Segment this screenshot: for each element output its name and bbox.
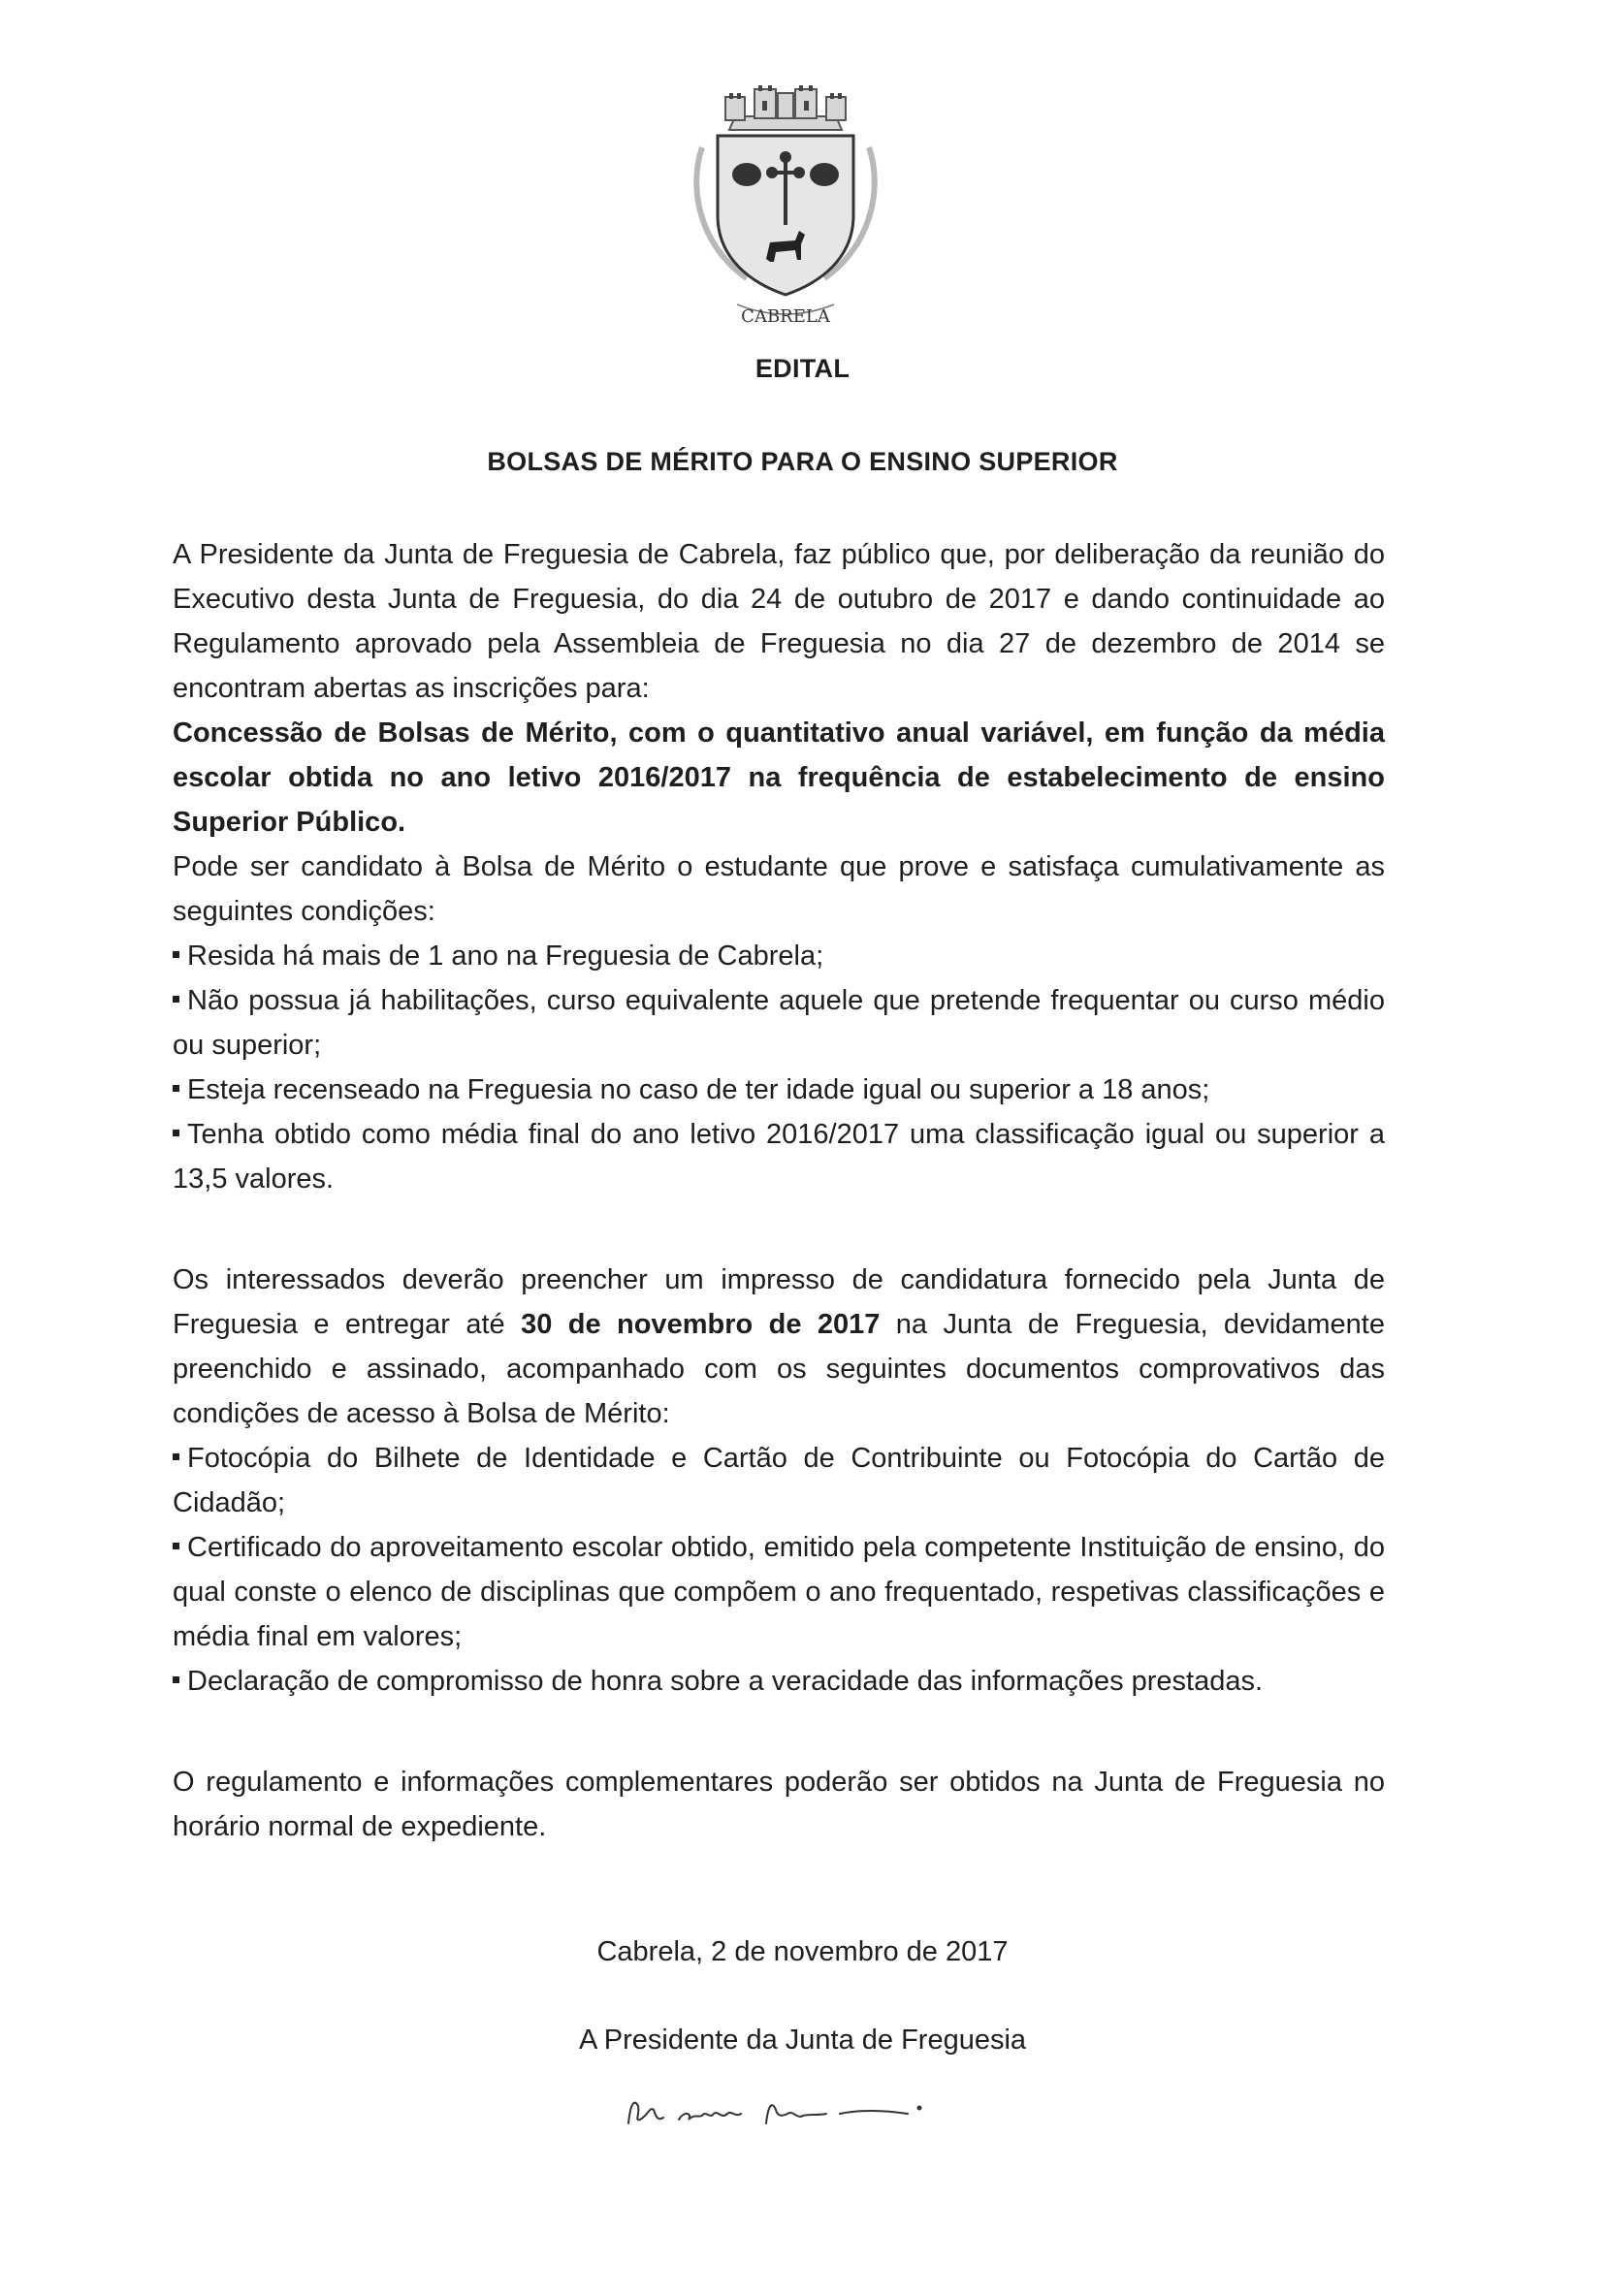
application-paragraph <box>173 1258 1385 1436</box>
section-announcement <box>173 532 1385 1201</box>
highlight-paragraph: Concessão de Bolsas de Mérito, com o quantitativo anual variável, em função da média escolar obtida no ano letivo 2016/2017 na frequência de estabelecimento de ensino Superior Público. <box>173 718 1385 838</box>
intro-paragraph: A Presidente da Junta de Freguesia de Cabrela, faz público que, por deliberação da reunião do Executivo desta Junta de Freguesia, do dia 24 de outubro de 2017 e dando continuidade ao Regulamento aprovado pela Assembleia de Freguesia no dia 27 de dezembro de 2014 se encontram abertas as inscrições para: <box>173 539 1385 704</box>
application-text-after: na Junta de Freguesia, devidamente preenchido e assinado, acompanhado com os seguintes documentos comprovativos das condições de acesso à Bolsa de Mérito: <box>173 1309 1385 1429</box>
handwritten-signature <box>621 2085 970 2143</box>
place-date: Cabrela, 2 de novembro de 2017 <box>596 1936 1009 1967</box>
document-item: Fotocópia do Bilhete de Identidade e Cartão de Contribuinte ou Fotocópia do Cartão de Cidadão; <box>173 1436 1385 1525</box>
condition-item: Não possua já habilitações, curso equivalente aquele que pretende frequentar ou curso médio ou superior; <box>173 978 1385 1068</box>
page-title: EDITAL <box>754 354 851 383</box>
coat-of-arms-icon <box>669 80 902 341</box>
condition-item: Esteja recenseado na Freguesia no caso de ter idade igual ou superior a 18 anos; <box>173 1068 1385 1112</box>
application-text-before: Os interessados deverão preencher um impresso de candidatura fornecido pela Junta de Freguesia e entregar até <box>173 1264 1385 1340</box>
svg-text:CABRELA: CABRELA <box>741 306 830 327</box>
condition-item: Tenha obtido como média final do ano letivo 2016/2017 uma classificação igual ou superior a 13,5 valores. <box>173 1112 1385 1201</box>
deadline-date: 30 de novembro de 2017 <box>521 1309 881 1340</box>
conditions-intro: Pode ser candidato à Bolsa de Mérito o estudante que prove e satisfaça cumulativamente as seguintes condições: <box>173 851 1385 927</box>
section-information <box>173 1760 1385 1849</box>
information-paragraph: O regulamento e informações complementares poderão ser obtidos na Junta de Freguesia no horário normal de expediente. <box>173 1767 1385 1842</box>
document-item: Declaração de compromisso de honra sobre a veracidade das informações prestadas. <box>173 1659 1385 1704</box>
section-application <box>173 1258 1385 1704</box>
signer-title: A Presidente da Junta de Freguesia <box>578 2025 1027 2056</box>
document-item: Certificado do aproveitamento escolar obtido, emitido pela competente Instituição de ensino, do qual conste o elenco de disciplinas que compõem o ano frequentado, respetivas classificações e média final em valores; <box>173 1525 1385 1659</box>
condition-item: Resida há mais de 1 ano na Freguesia de Cabrela; <box>173 934 1385 978</box>
page-subtitle: BOLSAS DE MÉRITO PARA O ENSINO SUPERIOR <box>487 447 1118 476</box>
